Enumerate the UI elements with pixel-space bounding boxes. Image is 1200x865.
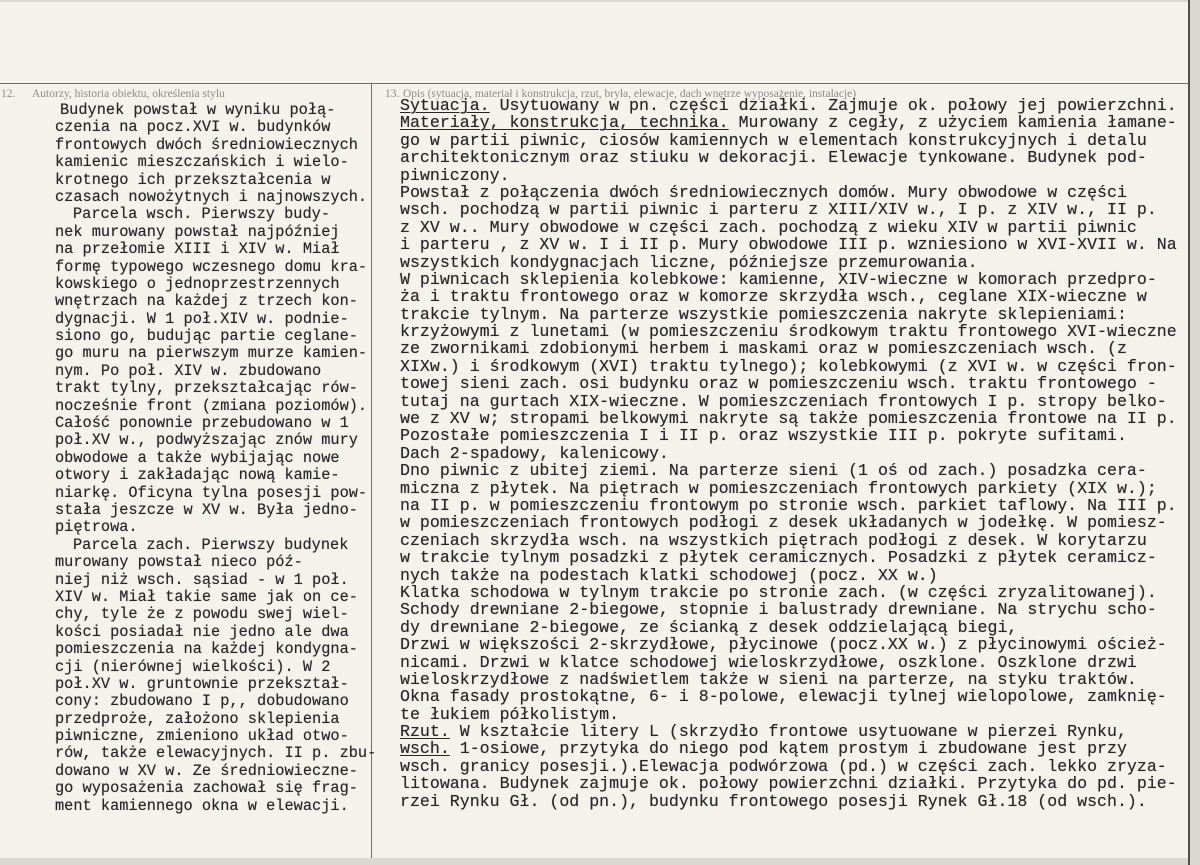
- text-line: dowano w XV w. Ze średniowieczne-: [55, 761, 358, 780]
- text-line: wszystkich kondygnacjach liczne, późniejsze przemurowania.: [400, 252, 978, 272]
- text-line: nicami. Drzwi w klatce schodowej wieloskrzydłowe, oszklone. Oszklone drzwi: [400, 652, 1137, 672]
- text-line: Schody drewniane 2-biegowe, stopnie i balustrady drewniane. Na strychu scho-: [400, 600, 1157, 620]
- text-line: litowana. Budynek zajmuje ok. połowy powierzchni działki. Przytyka do pd. pie-: [400, 774, 1177, 794]
- text-line: rzei Rynku Gł. (od pn.), budynku frontowego posesji Rynek Gł.18 (od wsch.).: [400, 791, 1147, 811]
- text-line: poł.XV w., podwyższając znów mury: [55, 431, 358, 450]
- section-header-history: Autorzy, historia obiektu, określenia stylu: [32, 88, 225, 100]
- text-line: ment kamiennego okna w elewacji.: [55, 796, 349, 815]
- text-line: kowskiego o jednoprzestrzennych: [55, 274, 340, 293]
- text-line: [400, 723, 1177, 740]
- text-line: piętrowa.: [55, 518, 138, 537]
- line-text: Murowany z cegły, z użyciem kamienia łamane-: [728, 113, 1177, 133]
- text-line: dygnacji. W 1 poł.XIV w. podnie-: [55, 309, 349, 328]
- text-line: XIXw.) i środkowym (XVI) traktu tylnego); kolebkowymi (z XVI w. w części fron-: [400, 356, 1177, 376]
- text-line: otwory i zakładając nową kamie-: [55, 466, 340, 485]
- header-divider-line: [0, 83, 1189, 84]
- text-line: rów, także elewacyjnych. II p. zbu-: [55, 744, 377, 763]
- text-line: towej sieni zach. osi budynku oraz w pomieszczeniu wsch. traktu frontowego -: [400, 374, 1157, 394]
- section-number-13: 13.: [385, 88, 400, 100]
- history-column-text: [55, 102, 376, 815]
- text-line: Drzwi w większości 2-skrzydłowe, płycinowe (pocz.XX w.) z płycinowymi oścież-: [400, 635, 1167, 655]
- text-line: wsch. pochodzą w partii piwnic i parteru z XIII/XIV w., I p. z XIV w., II p.: [400, 200, 1157, 220]
- underlined-word: wsch.: [400, 739, 450, 759]
- line-text: Usytuowany w pn. części działki. Zajmuje ok. połowy jej powierzchni.: [489, 96, 1177, 115]
- text-line: wnętrzach na każdej z trzech kon-: [55, 292, 358, 311]
- text-line: Parcela zach. Pierwszy budynek: [73, 535, 349, 554]
- text-line: pomieszczenia na każdej kondygna-: [55, 640, 358, 659]
- text-line: W piwnicach sklepienia kolebkowe: kamienne, XIV-wieczne w komorach przedpro-: [400, 269, 1157, 289]
- text-line: na przełomie XIII i XIV w. Miał: [55, 240, 340, 259]
- text-line: Całość ponownie przebudowano w 1: [55, 414, 349, 433]
- text-line: kamienic mieszczańskich i wielo-: [55, 153, 349, 172]
- section-number-12: 12.: [1, 88, 16, 100]
- text-line: miczna z płytek. Na piętrach w pomieszczeniach frontowych parkiety (XIX w.);: [400, 478, 1157, 498]
- text-line: ża i traktu frontowego oraz w komorze skrzydła wsch., ceglane XIX-wieczne w: [400, 287, 1147, 307]
- text-line: formę typowego wczesnego domu kra-: [55, 257, 368, 276]
- text-line: poł.XV w. gruntownie przekształ-: [55, 674, 349, 693]
- text-line: obwodowe a także wybijając nowe: [55, 448, 340, 467]
- text-line: nocześnie front (zmiana poziomów).: [55, 396, 368, 415]
- subsection-heading: Sytuacja.: [400, 96, 490, 115]
- text-line: na II p. w pomieszczeniu frontowym po stronie wsch. parkiet taflowy. Na III p.: [400, 495, 1177, 515]
- text-line: XIV w. Miał takie same jak on ce-: [55, 587, 358, 606]
- text-line: nych także na podestach klatki schodowej (pocz. XX w.): [400, 565, 938, 585]
- text-line: czeniach skrzydła wsch. na wszystkich piętrach podłogi z desek. W korytarzu: [400, 530, 1147, 550]
- text-line: Parcela wsch. Pierwszy budy-: [73, 205, 331, 224]
- text-line: Pozostałe pomieszczenia I i II p. oraz wszystkie III p. pokryte sufitami.: [400, 426, 1127, 446]
- text-line: go wyposażenia zachował się frag-: [55, 779, 358, 798]
- text-line: czenia na pocz.XVI w. budynków: [55, 118, 331, 137]
- text-line: dy drewniane 2-biegowe, ze ścianką z desek oddzielającą biegi,: [400, 617, 1018, 637]
- text-line: kości posiadał nie jedno ale dwa: [55, 622, 349, 641]
- text-line: i parteru , z XV w. I i II p. Mury obwodowe III p. wzniesiono w XVI-XVII w. Na: [400, 235, 1177, 255]
- text-line: trakcie tylnym. Na parterze wszystkie pomieszczenia nakryte sklepieniami:: [400, 304, 1127, 324]
- text-line: frontowych dwóch średniowiecznych: [55, 135, 358, 154]
- text-line: cony: zbudowano I p,, dobudowano: [55, 692, 349, 711]
- text-line: wsch. granicy posesji.).Elewacja podwórzowa (pd.) w części zach. lekko zryza-: [400, 756, 1167, 776]
- text-line: [400, 740, 1177, 757]
- text-line: Dno piwnic z ubitej ziemi. Na parterze sieni (1 oś od zach.) posadzka cera-: [400, 461, 1147, 481]
- text-line: czasach nowożytnych i najnowszych.: [55, 187, 368, 206]
- card-right-edge: [1188, 0, 1190, 865]
- text-line: Dach 2-spadowy, kalenicowy.: [400, 443, 669, 463]
- text-line: go w partii piwnic, ciosów kamiennych w elementach konstrukcyjnych i detalu: [400, 130, 1147, 150]
- text-line: nek murowany powstał najpóźniej: [55, 222, 340, 241]
- text-line: wieloskrzydłowe z nadświetlem także w sieni na parterze, na styku traktów.: [400, 669, 1137, 689]
- text-line: murowany powstał nieco póź-: [55, 553, 303, 572]
- text-line: w trakcie tylnym posadzki z płytek ceramicznych. Posadzki z płytek ceramicz-: [400, 548, 1157, 568]
- text-line: Budynek powstał w wyniku połą-: [60, 101, 336, 119]
- text-line: [400, 97, 1177, 114]
- text-line: piwniczony.: [400, 165, 510, 185]
- text-line: piwniczne, zmieniono układ otwo-: [55, 727, 349, 746]
- section-header-description: Opis (sytuacja, materiał i konstrukcja, rzut, bryła, elewacje, dach wnętrze wyposażenie, instalacje): [403, 88, 857, 100]
- text-line: we z XV w; stropami belkowymi nakryte są także pomieszczenia frontowe na II p.: [400, 409, 1177, 429]
- line-text: W kształcie litery L (skrzydło frontowe usytuowane w pierzei Rynku,: [449, 722, 1127, 742]
- text-line: ze zwornikami zdobionymi herbem i maskami oraz w pomieszczeniach wsch. (z: [400, 339, 1127, 359]
- subsection-heading: Materiały, konstrukcja, technika.: [400, 113, 729, 133]
- text-line: krzyżowymi z lunetami (w pomieszczeniu środkowym traktu frontowego XVI-wieczne: [400, 322, 1177, 342]
- subsection-heading: Rzut.: [400, 722, 450, 742]
- text-line: nym. Po poł. XIV w. zbudowano: [55, 361, 322, 380]
- text-line: tutaj na gurtach XIX-wieczne. W pomieszczeniach frontowych I p. stropy belko-: [400, 391, 1167, 411]
- text-line: z XV w.. Mury obwodowe w części zach. pochodzą z wieku XIV w partii piwnic: [400, 217, 1137, 237]
- text-line: te łukiem półkolistym.: [400, 704, 620, 724]
- text-line: stała jeszcze w XV w. Była jedno-: [55, 500, 358, 519]
- text-line: Klatka schodowa w tylnym trakcie po stronie zach. (w części zryzalitowanej).: [400, 582, 1157, 602]
- text-line: Powstał z połączenia dwóch średniowiecznych domów. Mury obwodowe w części: [400, 182, 1127, 202]
- text-line: Okna fasady prostokątne, 6- i 8-polowe, elewacji tylnej wielopolowe, zamknię-: [400, 687, 1167, 707]
- text-line: w pomieszczeniach frontowych podłogi z desek układanych w jodełkę. W pomiesz-: [400, 513, 1167, 533]
- text-line: cji (nierównej wielkości). W 2: [55, 657, 331, 676]
- text-line: [400, 114, 1177, 131]
- text-line: trakt tylny, przekształcając rów-: [55, 379, 358, 398]
- text-line: przedproże, założono sklepienia: [55, 709, 340, 728]
- text-line: niej niż wsch. sąsiad - w 1 poł.: [55, 570, 349, 589]
- text-line: chy, tyle że z powodu swej wiel-: [55, 605, 349, 624]
- text-line: niarkę. Oficyna tylna posesji pow-: [55, 483, 368, 502]
- description-column-text: [400, 97, 1177, 810]
- text-line: architektonicznym oraz stiuku w dekoracji. Elewacje tynkowane. Budynek pod-: [400, 148, 1147, 168]
- text-line: siono go, budując partie ceglane-: [55, 327, 358, 346]
- text-line: krotnego ich przekształcenia w: [55, 170, 331, 189]
- line-text: 1-osiowe, przytyka do niego pod kątem prostym i zbudowane jest przy: [449, 739, 1127, 759]
- text-line: go muru na pierwszym murze kamien-: [55, 344, 368, 363]
